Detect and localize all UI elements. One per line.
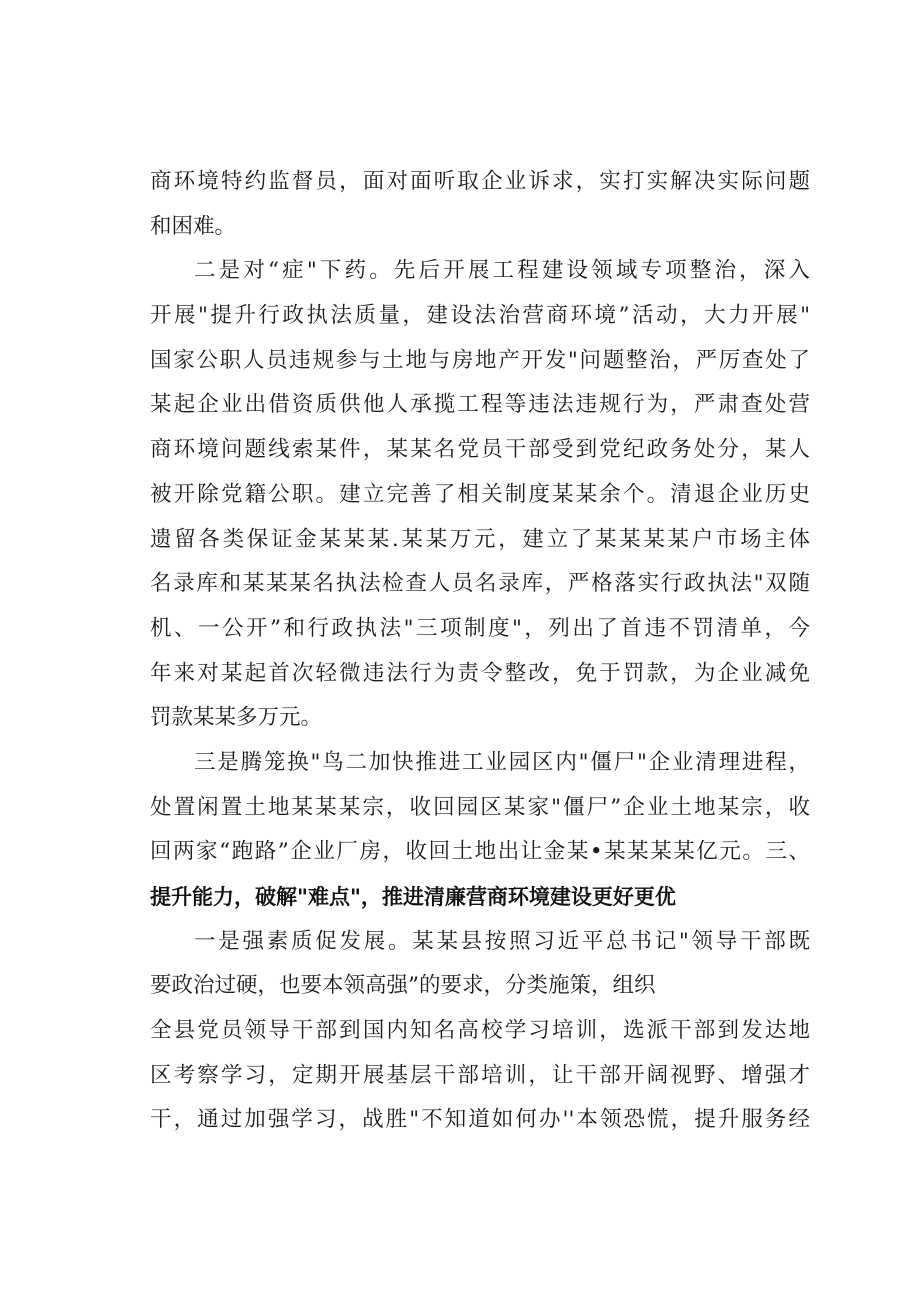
text-line: 区考察学习，定期开展基层干部培训，让干部开阔视野、增强才 bbox=[150, 1062, 810, 1088]
paragraph-start-line: 一是强素质促发展。某某县按照习近平总书记"领导干部既 bbox=[194, 928, 810, 954]
text-line: 某起企业出借资质供他人承揽工程等违法违规行为，严肃查处营 bbox=[150, 392, 810, 418]
section-heading: 提升能力，破解"难点"，推进清廉营商环境建设更好更优 bbox=[150, 885, 676, 909]
text-line: 全县党员领导干部到国内知名高校学习培训，选派干部到发达地 bbox=[150, 1018, 810, 1044]
text-line: 和困难。 bbox=[150, 213, 237, 239]
text-line: 干，通过加强学习，战胜"不知道如何办''本领恐慌，提升服务经 bbox=[150, 1107, 810, 1133]
body-text bbox=[150, 160, 810, 1143]
paragraph-start-line: 三是腾笼换"鸟二加快推进工业园区内"僵尸"企业清理进程， bbox=[194, 749, 810, 775]
text-line: 回两家“跑路”企业厂房，收回土地出让金某•某某某某亿元。三、 bbox=[150, 839, 810, 865]
text-line: 开展"提升行政执法质量，建设法治营商环境”活动，大力开展" bbox=[150, 303, 810, 329]
text-line: 名录库和某某某名执法检查人员名录库，严格落实行政执法"双随 bbox=[150, 571, 810, 597]
text-line: 处置闲置土地某某某宗，收回园区某家"僵尸”企业土地某宗，收 bbox=[150, 794, 810, 820]
text-line: 罚款某某多万元。 bbox=[150, 705, 323, 731]
paragraph-start-line: 二是对“症"下药。先后开展工程建设领域专项整治，深入 bbox=[194, 258, 810, 284]
text-line: 商环境特约监督员，面对面听取企业诉求，实打实解决实际问题 bbox=[150, 169, 810, 194]
text-line: 商环境问题线索某件，某某名党员干部受到党纪政务处分，某人 bbox=[150, 437, 810, 463]
text-line: 年来对某起首次轻微违法行为责令整改，免于罚款，为企业减免 bbox=[150, 660, 810, 686]
text-line: 被开除党籍公职。建立完善了相关制度某某余个。清退企业历史 bbox=[150, 481, 810, 507]
text-line: 国家公职人员违规参与土地与房地产开发"问题整治，严厉查处了 bbox=[150, 347, 810, 373]
text-line: 机、一公开”和行政执法"三项制度"，列出了首违不罚清单，今 bbox=[150, 615, 810, 641]
text-line: 要政治过硬，也要本领高强”的要求，分类施策，组织 bbox=[150, 973, 656, 999]
text-line: 遗留各类保证金某某某.某某万元，建立了某某某某户市场主体 bbox=[150, 526, 810, 552]
